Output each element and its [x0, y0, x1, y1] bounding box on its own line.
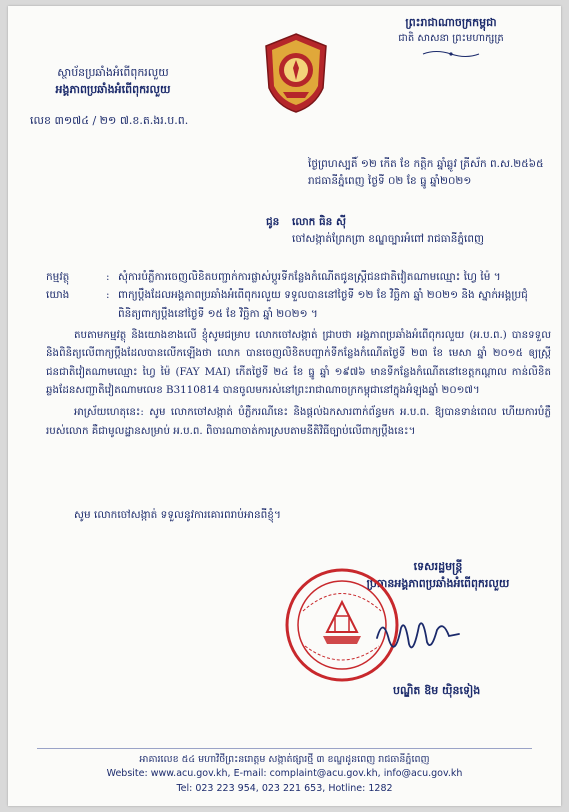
tel-label: Tel:: [176, 782, 193, 794]
solar-date: រាជធានីភ្នំពេញ ថ្ងៃទី ០២ ខែ ធ្នូ ឆ្នាំ២០២១: [308, 174, 472, 187]
institution-name: ស្ថាប័នប្រឆាំងអំពើពុករលួយ: [57, 66, 169, 79]
signatory-title-line-2: ប្រធានអង្គភាពប្រឆាំងអំពើពុករលួយ: [366, 577, 510, 591]
reference-number: លេខ ៣១៧៤ / ២១ ៧.ខ.ត.ងរ.ប.ព.: [30, 114, 189, 127]
letter-page: [8, 6, 561, 806]
lunar-date: ថ្ងៃព្រហស្បតិ៍ ១២ កើត ខែ កត្តិក ឆ្នាំឆ្លូវ ត្រីស័ក ព.ស.២៥៦៥: [308, 158, 544, 170]
email-link[interactable]: complaint@acu.gov.kh, info@acu.gov.kh: [269, 768, 463, 780]
signatory-name: បណ្ឌិត ឱម យ៉ិនទៀង: [393, 684, 481, 697]
reference-text: ពាក្យប្ដឹងដែលអង្គភាពប្រឆាំងអំពើពុករលួយ ទទួលបាននៅថ្ងៃទី ១២ ខែ វិច្ឆិកា ឆ្នាំ ២០២១ និង ស្នាក់អង្គប្រជុំពិនិត្យពាក្យប្ដឹងនៅថ្ងៃទី ១៥ ខែ វិច្ឆិកា ឆ្នាំ ២០២១ ។: [118, 289, 528, 320]
hotline-number: 1282: [368, 782, 393, 794]
handwritten-signature-icon: [373, 606, 463, 666]
flourish-ornament-icon: [421, 49, 481, 59]
subject-block: [46, 268, 546, 323]
date-block: [308, 156, 548, 190]
acu-emblem-logo: [263, 32, 329, 114]
unit-name: អង្គភាពប្រឆាំងអំពើពុករលួយ: [55, 83, 171, 97]
tel-numbers: 023 223 954, 023 221 653,: [195, 782, 326, 794]
footer-divider: [37, 748, 532, 749]
body-paragraph-2: អាស្រ័យហេតុនេះ: សូម លោកចៅសង្កាត់ បំភ្លឺករណីនេះ និងផ្ដល់ឯកសារពាក់ព័ន្ធមក អ.ប.ព. ឱ្យបានទាន់ពេល ហើយការបំភ្លឺរបស់លោក គឺជាមូលដ្ឋានសម្រាប់ អ.ប.ព. ពិចារណាចាត់ការស្របតាមនីតិវិធីច្បាប់លើពាក្យប្ដឹងនេះ។: [46, 406, 551, 437]
footer-address: អាគារលេខ ៥៤ មហាវិថីព្រះនរោត្តម សង្កាត់ផ្សារថ្មី ៣ ខណ្ឌដូនពេញ រាជធានីភ្នំពេញ: [139, 754, 430, 765]
website-label: Website:: [106, 768, 148, 780]
footer-contact-line-1: [8, 767, 561, 781]
kingdom-header: [371, 14, 531, 64]
reference-label: យោង: [46, 289, 70, 302]
kingdom-title: ព្រះរាជាណាចក្រកម្ពុជា: [405, 16, 497, 29]
letter-footer: [8, 748, 561, 796]
subject-separator: :: [106, 271, 110, 283]
institution-header: [18, 64, 208, 98]
closing-line: សូម លោកចៅសង្កាត់ ទទួលនូវការគោរពរាប់អានពីខ្ញុំ។: [74, 509, 281, 521]
subject-text: សុំការបំភ្លឺការចេញលិខិតបញ្ជាក់ការផ្លាស់ប្ដូរទីកន្លែងកំណើតជូនស្ត្រីជនជាតិវៀតណាមឈ្មោះ ហ្វៃ ម៉ៃ ។: [118, 271, 501, 283]
recipient-block: [266, 214, 484, 249]
recipient-position: ចៅសង្កាត់ព្រែកព្រា ខណ្ឌច្បារអំពៅ រាជធានីភ្នំពេញ: [292, 233, 485, 246]
recipient-label: ជូន: [266, 216, 280, 228]
recipient-name: លោក ធិន ស៊ី: [292, 216, 346, 228]
email-label: E-mail:: [233, 768, 267, 780]
signatory-title-line-1: ទេសរដ្ឋមន្ត្រី: [413, 560, 463, 573]
letter-body: [46, 326, 551, 444]
subject-label: កម្មវត្ថុ: [46, 271, 70, 283]
reference-separator: :: [106, 289, 110, 302]
website-link[interactable]: www.acu.gov.kh,: [150, 768, 231, 780]
body-paragraph-1: តបតាមកម្មវត្ថុ និងយោងខាងលើ ខ្ញុំសូមជម្រាប លោកចៅសង្កាត់ ជ្រាបថា អង្គភាពប្រឆាំងអំពើពុករលួយ (អ.ប.ព.) បានទទួល និងពិនិត្យលើពាក្យប្ដឹងដែលបានលើកឡើងថា លោក បានចេញលិខិតបញ្ជាក់ទីកន្លែងកំណើតថ្ងៃទី ២៣ ខែ មេសា ឆ្នាំ ២០១៥ ឲ្យស្ត្រីជនជាតិវៀតណាមឈ្មោះ ហ្វៃ ម៉ៃ (FAY MAI) កើតថ្ងៃទី ២៤ ខែ ធ្នូ ឆ្នាំ ១៩៧៦ មានទីកន្លែងកំណើតនៅខេត្តកណ្ដាល កាន់លិខិតឆ្លងដែនសញ្ជាតិវៀតណាមលេខ B3110814 បានចូលមករស់នៅព្រះរាជាណាចក្រកម្ពុជានៅក្នុងអំឡុងឆ្នាំ ២០១៧។: [46, 329, 551, 396]
footer-contact-line-2: [8, 782, 561, 796]
national-motto: ជាតិ សាសនា ព្រះមហាក្សត្រ: [398, 33, 504, 45]
hotline-label: Hotline:: [328, 782, 366, 794]
